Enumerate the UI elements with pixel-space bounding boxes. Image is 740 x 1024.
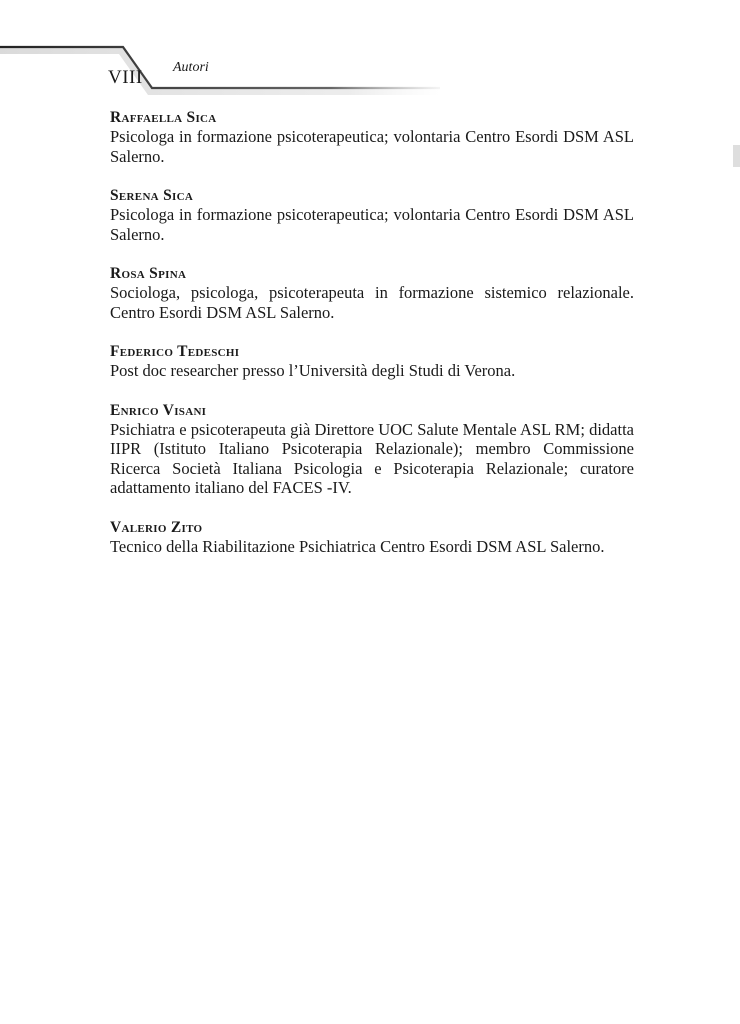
author-name: Serena Sica: [110, 187, 194, 204]
page-number: VIII: [108, 67, 143, 88]
author-entry: [110, 108, 634, 166]
author-description: Post doc researcher presso l’Università degli Studi di Verona.: [110, 361, 516, 380]
author-entry: [110, 186, 634, 244]
author-name: Enrico Visani: [110, 401, 207, 419]
author-description: Tecnico della Riabilitazione Psichiatrica Centro Esordi DSM ASL Salerno.: [110, 536, 605, 556]
author-entry: [110, 518, 634, 557]
author-name: Raffaella Sica: [110, 109, 217, 126]
author-description: Sociologa, psicologa, psicoterapeuta in formazione sistemico relazionale. Centro Esordi DSM ASL Salerno.: [110, 283, 634, 322]
header-decoration: [0, 0, 740, 110]
author-entry: [110, 264, 634, 322]
author-entry: [110, 342, 634, 381]
author-description: Psicologa in formazione psicoterapeutica; volontaria Centro Esordi DSM ASL Salerno.: [110, 127, 634, 166]
author-description: Psicologa in formazione psicoterapeutica; volontaria Centro Esordi DSM ASL Salerno.: [110, 205, 634, 244]
author-name: Valerio Zito: [110, 518, 203, 536]
page-edge-mark: [733, 145, 740, 167]
author-description: Psichiatra e psicoterapeuta già Direttore UOC Salute Mentale ASL RM; didatta IIPR (Istituto Italiano Psicoterapia Relazionale); membro Commissione Ricerca Società Italiana Psicologia e Psicoterapia Relazionale; curatore adattamento italiano del FACES -IV.: [110, 419, 634, 497]
author-entry: [110, 401, 634, 498]
author-name: Rosa Spina: [110, 265, 187, 282]
author-list: [110, 108, 634, 576]
running-title: Autori: [173, 60, 209, 75]
author-name: Federico Tedeschi: [110, 343, 240, 360]
